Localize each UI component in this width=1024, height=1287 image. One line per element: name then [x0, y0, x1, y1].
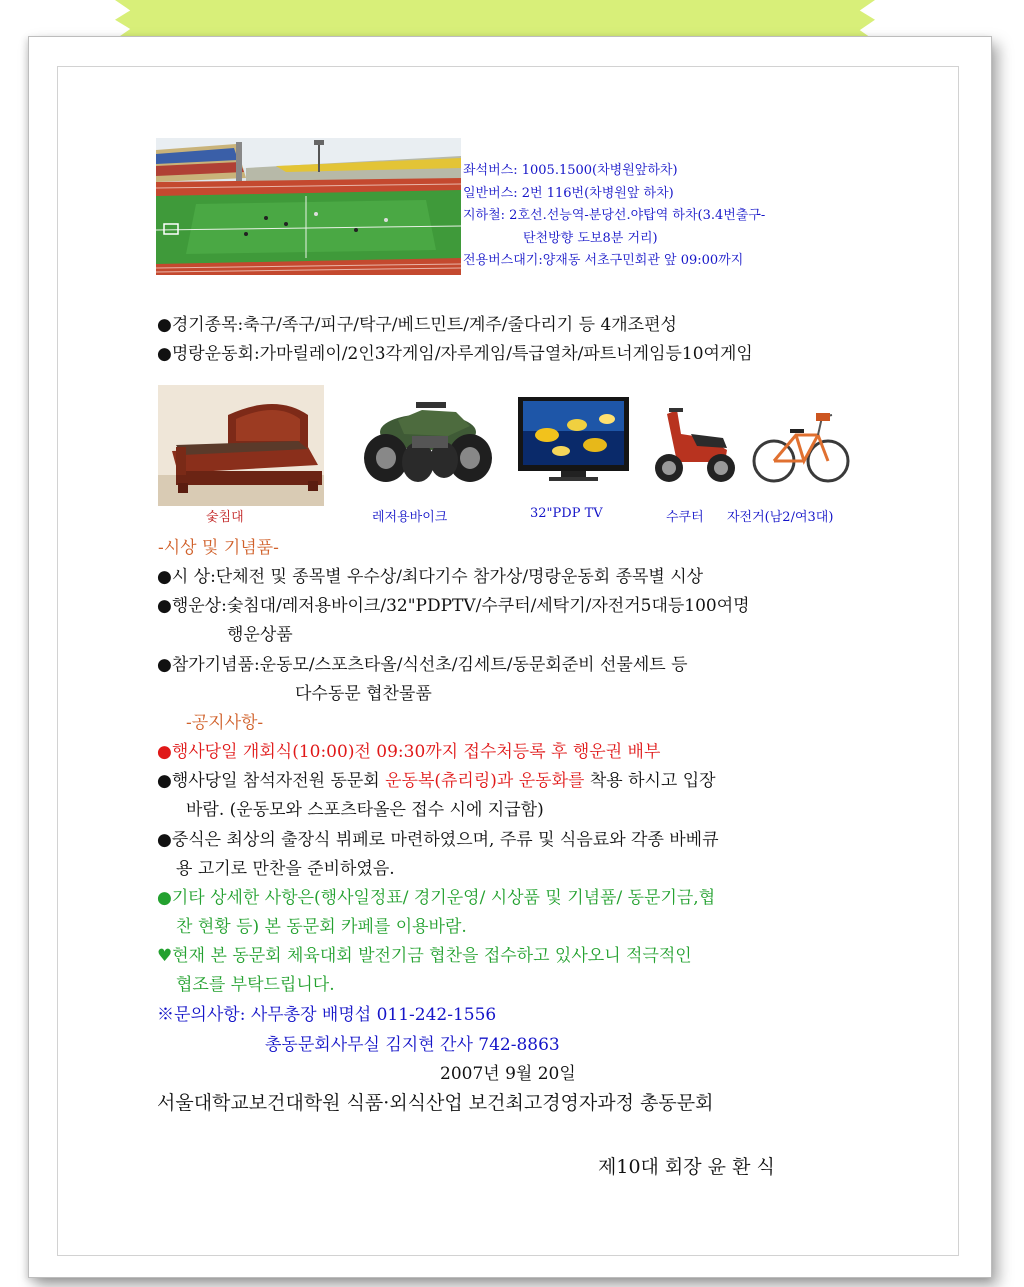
subway-info-cont: 탄천방향 도보8분 거리): [523, 230, 658, 246]
issue-date: 2007년 9월 20일: [440, 1064, 576, 1084]
scooter-photo: [647, 404, 742, 486]
contact-line-1: ※문의사항: 사무총장 배명섭 011-242-1556: [157, 1005, 497, 1025]
notice-item-3: ●중식은 최상의 출장식 뷔페로 마련하였으며, 주류 및 식음료와 각종 바베큐: [157, 830, 719, 850]
lucky-prize-line: ●행운상:숯침대/레저용바이크/32"PDPTV/수쿠터/세탁기/자전거5대등100여명: [157, 596, 750, 616]
contact-line-2: 총동문회사무실 김지현 간사 742-8863: [265, 1035, 560, 1055]
charter-bus-info: 전용버스대기:양재동 서초구민회관 앞 09:00까지: [463, 253, 744, 268]
notice-heading: -공지사항-: [186, 713, 264, 733]
notice-item-4-cont: 찬 현황 등) 본 동문회 카페를 이용바람.: [176, 917, 467, 937]
caption-tv: 32"PDP TV: [530, 506, 603, 521]
gift-line: ●참가기념품:운동모/스포츠타올/식선초/김세트/동문회준비 선물세트 등: [157, 655, 688, 675]
notice-item-4: ●기타 상세한 사항은(행사일정표/ 경기운영/ 시상품 및 기념품/ 동문기금,협: [157, 888, 716, 908]
president-signature: 제10대 회장 윤 환 식: [598, 1156, 775, 1178]
fun-games: ●명랑운동회:가마릴레이/2인3각게임/자루게임/특급열차/파트너게임등10여게임: [157, 344, 753, 364]
bed-photo: [158, 385, 324, 506]
sports-events: ●경기종목:축구/족구/피구/탁구/베드민트/계주/줄다리기 등 4개조편성: [157, 315, 677, 335]
notice-item-2-red: 운동복(츄리링)과 운동화를: [385, 771, 585, 791]
caption-bed: 숯침대: [206, 510, 244, 525]
lucky-prize-line-cont: 행운상품: [227, 625, 293, 645]
notice-item-5: ♥현재 본 동문회 체육대회 발전기금 협찬을 접수하고 있사오니 적극적인: [157, 946, 692, 966]
awards-heading: -시상 및 기념품-: [158, 538, 279, 558]
notice-item-2-pre: ●행사당일 참석자전원 동문회: [157, 771, 386, 791]
award-line: ●시 상:단체전 및 종목별 우수상/최다기수 참가상/명랑운동회 종목별 시상: [157, 567, 704, 587]
general-bus-info: 일반버스: 2번 116번(차병원앞 하차): [463, 185, 674, 201]
caption-scooter: 수쿠터: [666, 510, 704, 525]
notice-item-1: ●행사당일 개회식(10:00)전 09:30까지 접수처등록 후 행운권 배부: [157, 742, 661, 762]
transport-info: [463, 160, 883, 273]
notice-item-2-cont: 바람. (운동모와 스포츠타올은 접수 시에 지급함): [186, 800, 544, 820]
stadium-photo: [156, 138, 461, 275]
caption-atv: 레저용바이크: [372, 510, 448, 525]
subway-info: 지하철: 2호선.선능역-분당선.야탑역 하차(3.4번출구-: [463, 208, 766, 223]
atv-photo: [352, 392, 504, 490]
caption-bicycle: 자전거(남2/여3대): [727, 510, 834, 525]
notice-item-2: [157, 766, 716, 791]
organization-name: 서울대학교보건대학원 식품·외식산업 보건최고경영자과정 총동문회: [157, 1092, 714, 1114]
notice-item-3-cont: 용 고기로 만찬을 준비하였음.: [176, 859, 395, 879]
tv-photo: [517, 395, 630, 483]
gift-line-cont: 다수동문 협찬물품: [295, 684, 432, 704]
notice-item-5-cont: 협조를 부탁드립니다.: [176, 975, 335, 995]
bicycle-photo: [752, 405, 850, 485]
seat-bus-info: 좌석버스: 1005.1500(차병원앞하차): [463, 163, 678, 178]
notice-item-2-post: 착용 하시고 입장: [584, 771, 716, 791]
